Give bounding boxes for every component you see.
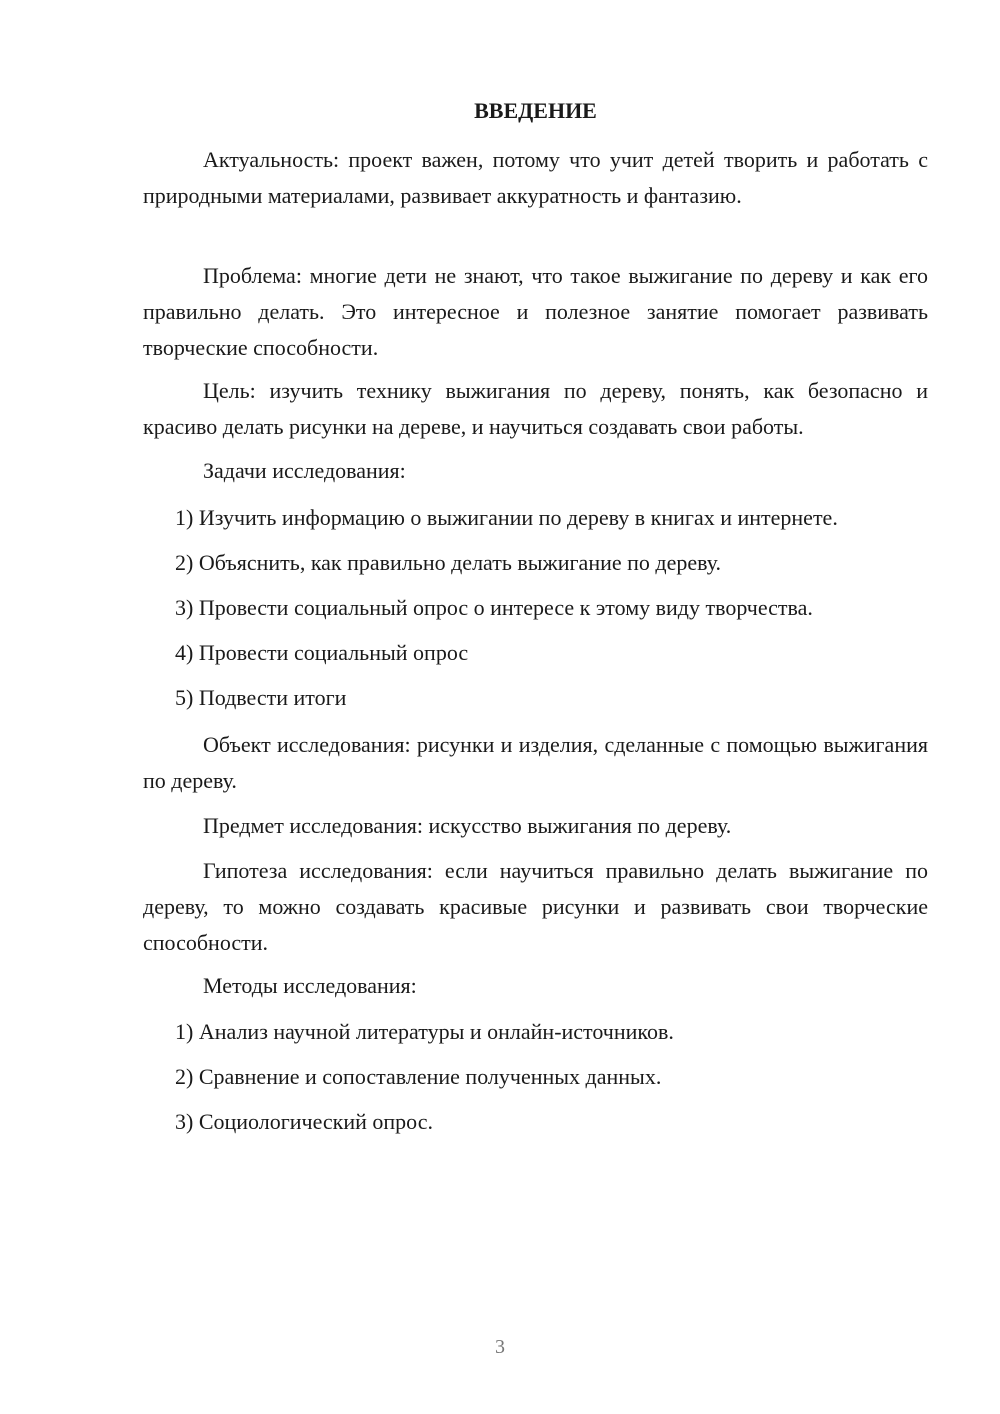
task-item: 5) Подвести итоги (175, 685, 347, 710)
task-item: 2) Объяснить, как правильно делать выжигание по дереву. (175, 550, 722, 575)
task-item: 4) Провести социальный опрос (175, 640, 469, 665)
method-item: 3) Социологический опрос. (175, 1109, 433, 1134)
tasks-title: Задачи исследования: (203, 458, 406, 483)
page-number: 3 (495, 1336, 505, 1358)
object-paragraph: Объект исследования: рисунки и изделия, сделанные с помощью выжигания по дереву. (143, 732, 928, 793)
section-heading: ВВЕДЕНИЕ (474, 98, 597, 123)
task-item: 3) Провести социальный опрос о интересе к этому виду творчества. (175, 595, 813, 620)
method-item: 2) Сравнение и сопоставление полученных данных. (175, 1064, 662, 1089)
subject-paragraph: Предмет исследования: искусство выжигания по дереву. (203, 813, 732, 838)
methods-title: Методы исследования: (203, 973, 417, 998)
goal-paragraph: Цель: изучить технику выжигания по дереву, понять, как безопасно и красиво делать рисунки на дереве, и научиться создавать свои работы. (143, 378, 928, 439)
task-item: 1) Изучить информацию о выжигании по дереву в книгах и интернете. (175, 505, 838, 530)
relevance-paragraph: Актуальность: проект важен, потому что учит детей творить и работать с природными материалами, развивает аккуратность и фантазию. (143, 147, 928, 208)
problem-paragraph: Проблема: многие дети не знают, что такое выжигание по дереву и как его правильно делать. Это интересное и полезное занятие помогает развивать творческие способности. (143, 263, 928, 360)
hypothesis-paragraph: Гипотеза исследования: если научиться правильно делать выжигание по дереву, то можно создавать красивые рисунки и развивать свои творческие способности. (143, 858, 928, 955)
method-item: 1) Анализ научной литературы и онлайн-источников. (175, 1019, 674, 1044)
